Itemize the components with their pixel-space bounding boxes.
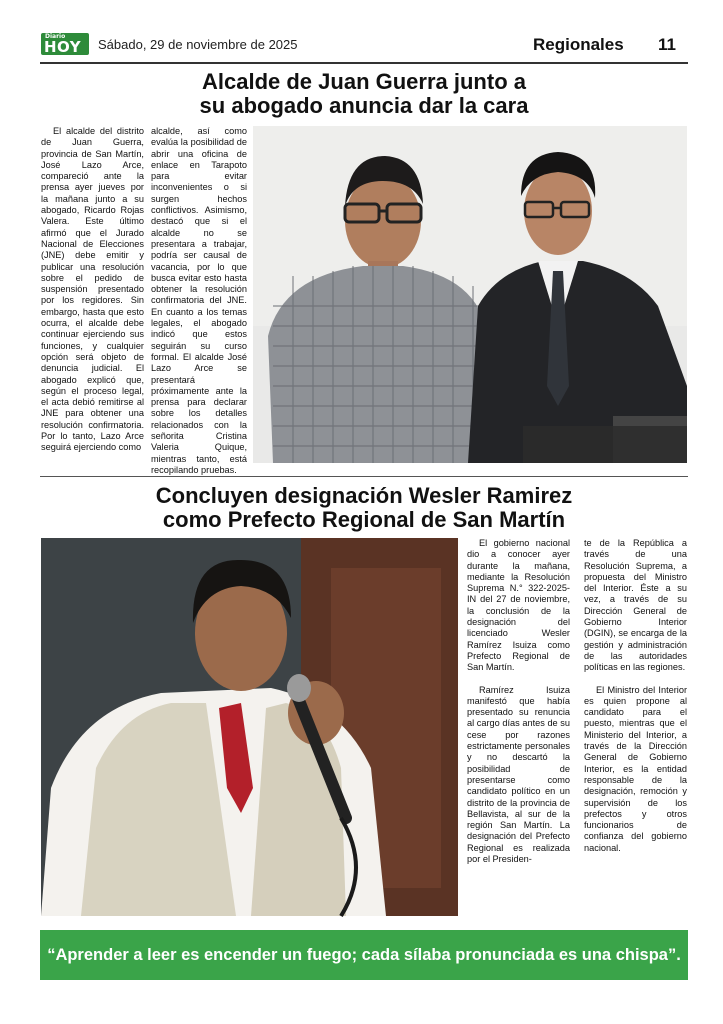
article2-photo [41,538,458,916]
article1-photo [253,126,687,463]
article2-column1 [467,538,570,918]
article2-col2-para2: El Ministro del Interior es quien propone al candidato para el puesto, mientras que el Ministerio del Interior, a través de la Dirección General de Gobierno Interior, es la entidad responsable de la designación, remoción y supervisión de los prefectos y otros funcionarios de confianza del gobierno nacional. [584,684,687,853]
article2-col1-para1: El gobierno nacional dio a conocer ayer durante la mañana, mediante la Resolución Suprema N.° 322-2025-IN del 27 de noviembre, la conclusión de la designación del licenciado Wesler Ramírez Isuiza como Prefecto Regional de San Martín. [467,538,570,673]
article2-headline-line2: como Prefecto Regional de San Martín [162,507,566,532]
article1-column2 [151,126,247,475]
article1-col1-text: El alcalde del distrito de Juan Guerra, provincia de San Martín, José Lazo Arce, compareció ante la prensa ayer jueves por la mañana junto a su abogado, Ricardo Rojas Valera. Este último afirmó que el Jurado Nacional de Elecciones (JNE) debe emitir y publicar una resolución sobre el pedido de suspensión presentado por los regidores. Sin embargo, hasta que esto ocurra, el alcalde debe continuar ejerciendo sus funciones, y cualquier opción será objeto de denuncia judicial. El abogado explicó que, según el proceso legal, el acta debió remitirse al JNE para obtener una resolución confirmatoria. Por lo tanto, Lazo Arce seguirá ejerciendo como [41,126,144,453]
section-title: Regionales [533,35,624,54]
article1-column1 [41,126,144,466]
article-divider [40,476,688,477]
article1-col2-text: alcalde, así como evalúa la posibilidad de abrir una oficina de enlace en Tarapoto para evitar inconvenientes o si surgen hechos conflictivos. Asimismo, destacó que si el alcalde no se presentara a trabajar, podría ser causal de vacancia, por lo que busca evitar esto hasta obtener la resolución confirmatoria del JNE. En cuanto a los temas legales, el abogado indicó que estos seguirán su curso formal. El alcalde José Lazo Arce se presentará próximamente ante la prensa para declarar sobre los detalles relacionados con la señorita Cristina Valeria Quique, mientras tanto, está recopilando pruebas. [151,126,247,475]
quote-banner [40,930,688,980]
logo-main-text: HOY [44,38,82,56]
article2-headline-line1: Concluyen designación Wesler Ramirez [155,483,573,508]
article2-headline [40,484,688,532]
issue-date: Sábado, 29 de noviembre de 2025 [98,37,298,52]
article2-col1-para2: Ramírez Isuiza manifestó que había presentado su renuncia al cargo días antes de su cese por razones estrictamente personales y no descartó la posibilidad de presentarse como candidato político en un distrito de la provincia de Bellavista, al sur de la región San Martín. La designación del Prefecto Regional es realizada por el Presiden- [467,684,570,865]
article1-headline-line2: su abogado anuncia dar la cara [199,93,529,118]
press-conference-photo [253,126,687,463]
article1-headline [40,70,688,118]
logo-small-text: Diario [45,33,66,40]
header-divider [40,62,688,64]
newspaper-logo [41,33,89,55]
prefect-speaking-photo [41,538,458,916]
article2-col2-para1: te de la República a través de una Resolución Suprema, a propuesta del Ministro del Interior. Éste a su vez, a través de su Dirección General de Gobierno Interior (DGIN), se encarga de la gestión y administración de las autoridades políticas en las regiones. [584,538,687,673]
article1-headline-line1: Alcalde de Juan Guerra junto a [202,69,526,94]
article2-column2 [584,538,687,918]
page-number: 11 [658,35,676,54]
quote-text: “Aprender a leer es encender un fuego; cada sílaba pronunciada es una chispa”. [47,946,681,964]
